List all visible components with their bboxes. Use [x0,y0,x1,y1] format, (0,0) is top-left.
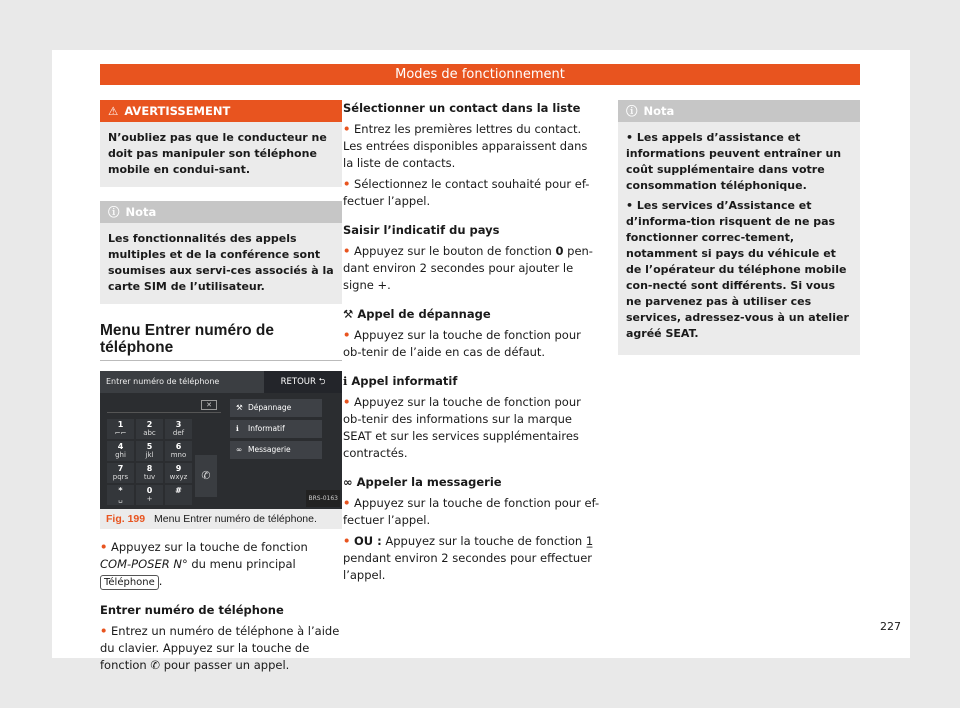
heading-indicatif: Saisir l’indicatif du pays [343,223,500,237]
bullet-icon: • [100,624,108,638]
key-number: 4 [117,442,124,451]
text: Appuyez sur la touche de fonction pour ob-tenir des informations sur la marque SEAT et sur les services supplémentaires contractés. [343,395,581,460]
key-number: * [118,486,123,495]
key-letters: tuv [143,473,156,481]
keypad-key[interactable] [165,485,192,505]
number-display [107,399,221,413]
text: Les services d’Assistance et d’informa-tion risquent de ne pas fonctionner correc-tement, notamment si pays du véhicule et de l’opérateur du téléphone mobile con-necté sont différents. Si vous ne parvenez pas à utiliser ces services, adressez-vous à un atelier agréé SEAT. [626,199,849,340]
info-icon: ℹ [343,374,352,388]
key-number: 9 [175,464,182,473]
item-select-2 [343,176,601,210]
item-depannage [343,327,601,361]
text: Appuyez sur la touche de fonction pour ef-fectuer l’appel. [343,496,600,527]
warning-text: N’oubliez pas que le conducteur ne doit pas manipuler son téléphone mobile en condui-sant. [108,131,327,176]
note-box-2 [618,100,860,355]
informatif-label: Informatif [248,424,285,433]
note-header-1 [100,201,342,223]
note-title-2: Nota [643,103,675,118]
key-letters: ⌐⌐ [114,429,127,437]
telephone-key: Téléphone [100,575,159,590]
back-button[interactable] [264,371,342,393]
phone-screen [100,371,342,509]
bullet-icon: • [626,199,637,212]
depannage-label: Dépannage [248,403,292,412]
keypad-key[interactable] [136,441,163,461]
column-left [100,100,342,674]
item-select-1 [343,121,601,172]
column-right [618,100,860,369]
heading-select: Sélectionner un contact dans la liste [343,101,581,115]
keypad-key[interactable] [136,485,163,505]
note-box-1 [100,201,342,304]
note-title-1: Nota [125,204,157,219]
warning-icon: ⚠ [108,103,119,118]
item-indicatif [343,243,601,294]
keypad-key[interactable] [107,419,134,439]
figure-199 [100,371,342,529]
function-buttons [230,399,322,462]
keypad-key[interactable] [136,419,163,439]
column-middle [343,100,601,584]
key-letters: jkl [145,451,154,459]
info-icon: ⓘ [626,103,638,118]
keypad-key[interactable] [165,463,192,483]
text: Les appels d’assistance et informations peuvent entraîner un coût supplémentaire dans votre consommation téléphonique. [626,131,842,192]
note-item [626,198,852,342]
key-letters: + [146,495,153,503]
warning-header [100,100,342,122]
screen-title: Entrer numéro de téléphone [106,377,220,386]
heading-messagerie [343,474,601,491]
info-icon: ℹ [236,424,239,433]
key-number: # [175,486,182,495]
text: Appuyez sur le bouton de fonction [354,244,556,258]
key-letters: mno [170,451,187,459]
bullet-icon: • [343,328,351,342]
key-number: 7 [117,464,124,473]
call-handset-icon[interactable]: ✆ [195,455,217,497]
voicemail-icon: ∞ [343,475,357,489]
bold-text: 0 [555,244,564,258]
screen-header [100,371,342,393]
handset-icon: ✆ [150,658,161,672]
voicemail-icon: ∞ [236,445,243,454]
informatif-button[interactable] [230,420,322,438]
heading-entrer: Entrer numéro de téléphone [100,603,284,617]
text: Entrez les premières lettres du contact. Les entrées disponibles apparaissent dans la liste de contacts. [343,122,588,170]
item-informatif [343,394,601,462]
delete-icon[interactable]: ✕ [201,400,217,410]
bullet-icon: • [343,395,351,409]
bullet-icon: • [343,534,351,548]
text: Appel informatif [351,374,458,388]
keypad-key[interactable] [107,485,134,505]
wrench-icon: ⚒ [343,307,358,321]
bullet-icon: • [343,122,351,136]
key-number: 3 [175,420,182,429]
key-letters: wxyz [169,473,188,481]
text: Appuyez sur la touche de fonction [381,534,586,548]
text: Appuyez sur la touche de fonction [111,540,308,554]
key-letters: ghi [115,451,126,459]
key-letters: abc [143,429,156,437]
keypad-key[interactable] [136,463,163,483]
text: du menu principal [187,557,296,571]
warning-title: AVERTISSEMENT [124,103,231,118]
bullet-icon: • [343,496,351,510]
key-1-icon: 1̲ [585,534,594,548]
key-letters: def [172,429,185,437]
messagerie-button[interactable] [230,441,322,459]
page-number: 227 [880,620,901,633]
bullet-icon: • [626,131,637,144]
back-label: RETOUR [280,377,316,387]
text: Entrez un numéro de téléphone à l’aide du clavier. Appuyez sur la touche de fonction [100,624,340,672]
text: pour passer un appel. [163,658,290,672]
bold-text: OU : [354,534,382,548]
note-header-2 [618,100,860,122]
note-text-1: Les fonctionnalités des appels multiples et de la conférence sont soumises aux servi-ces associés à la carte SIM de l’utilisateur. [108,232,334,293]
figure-code: BRS-0163 [306,490,340,507]
depannage-button[interactable] [230,399,322,417]
info-icon: ⓘ [108,204,120,219]
key-number: 2 [146,420,153,429]
back-arrow-icon: ⮌ [318,377,326,387]
text: Appel de dépannage [357,307,491,321]
bullet-icon: • [343,244,351,258]
item-messagerie-1 [343,495,601,529]
key-number: 1 [117,420,124,429]
heading-informatif [343,373,601,390]
paragraph-compose [100,539,342,590]
key-number: 5 [146,442,153,451]
keypad-key[interactable] [165,441,192,461]
key-number: 0 [146,486,153,495]
keypad-key[interactable] [107,463,134,483]
text: pendant environ 2 secondes pour effectuer l’appel. [343,551,592,582]
key-letters: ␣ [118,495,123,503]
messagerie-label: Messagerie [248,445,291,454]
key-number: 6 [175,442,182,451]
text: pen-dant environ 2 secondes pour ajouter le signe +. [343,244,593,292]
page-header: Modes de fonctionnement [100,64,860,85]
note-body-2 [618,122,860,355]
caption-number: Fig. 199 [106,513,146,525]
italic-text: COM-POSER N° [100,557,188,571]
text: . [158,574,163,588]
text: Appuyez sur la touche de fonction pour ob-tenir de l’aide en cas de défaut. [343,328,581,359]
heading-depannage [343,306,601,323]
text: Appeler la messagerie [356,475,502,489]
text: Sélectionnez le contact souhaité pour ef-fectuer l’appel. [343,177,590,208]
warning-box [100,100,342,187]
key-number: 8 [146,464,153,473]
caption-text: Menu Entrer numéro de téléphone. [154,513,317,525]
keypad-key[interactable] [107,441,134,461]
section-title: Menu Entrer numéro de téléphone [100,322,342,361]
key-letters: pqrs [112,473,129,481]
keypad-key[interactable] [165,419,192,439]
bullet-icon: • [343,177,351,191]
paragraph-entrer [100,623,342,674]
item-messagerie-2 [343,533,601,584]
wrench-icon: ⚒ [236,403,243,412]
figure-caption [100,509,342,529]
note-item [626,130,852,194]
bullet-icon: • [100,540,108,554]
